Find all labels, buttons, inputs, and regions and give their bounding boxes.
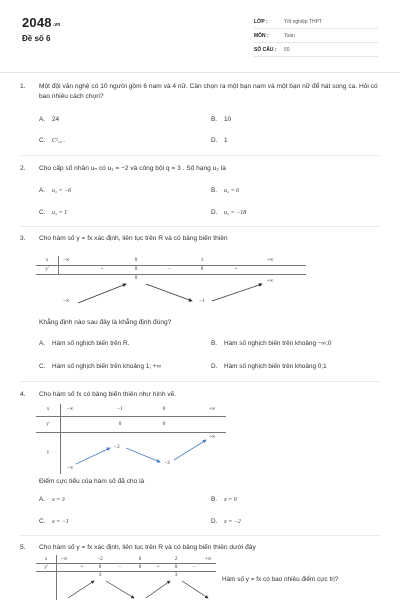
option-letter: B. [211,496,218,503]
derivative-zero: 0 [134,266,138,272]
question-number: 5. [20,544,26,551]
variation-table-q5 [36,554,216,600]
logo-text: 2048 [22,15,52,30]
exam-title: Đề số 6 [22,34,51,43]
option-c[interactable] [39,363,161,370]
meta-value: 50 [284,47,290,53]
arrow-up [212,284,262,301]
y-value: −∞ [62,298,70,304]
derivative-zero: 0 [138,564,142,570]
x-label: x [46,406,50,412]
option-text: x = 3 [52,496,65,503]
x-label: x [44,556,48,562]
question-prompt: Khẳng định nào sau đây là khẳng định đúng? [39,319,172,326]
option-text: Hàm số nghịch biến trên R. [52,340,130,347]
x-label: x [45,257,49,263]
derivative-zero: 0 [98,564,102,570]
derivative-zero: 0 [174,564,178,570]
meta-key: SỐ CÂU : [254,47,277,53]
header-divider [0,72,400,73]
x-value: 0 [134,257,138,263]
x-value: +∞ [266,257,274,263]
option-b[interactable] [211,116,231,123]
option-letter: C. [39,363,46,370]
arrow-down [182,581,208,598]
derivative-sign: + [80,564,84,570]
option-text: x = −2 [224,518,241,525]
question-number: 2. [20,165,26,172]
meta-row-class [254,16,378,29]
question-text: Cho cấp số nhân uₙ có u₁ = −2 và công bội q = 3 . Số hạng u₂ là [39,165,226,172]
derivative-sign: + [156,564,160,570]
x-value: −∞ [60,556,68,562]
y-value: 3 [174,572,178,578]
y-value: 3 [98,572,102,578]
meta-row-subject [254,30,378,43]
question-number: 4. [20,391,26,398]
meta-value: Tốt nghiệp THPT [284,19,322,25]
derivative-zero: 0 [162,421,166,427]
option-d[interactable] [211,209,246,216]
y-value: +∞ [266,278,274,284]
variation-arrows [36,554,216,600]
option-letter: C. [39,518,46,525]
derivative-zero: 0 [200,266,204,272]
arrow-up [78,284,126,303]
question-divider [20,535,380,536]
x-value: +∞ [208,406,216,412]
option-text: C²₁₀ . [52,137,65,144]
option-text: Hàm số nghịch biến trên khoảng 0;1 [224,363,327,370]
derivative-sign: + [100,266,104,272]
derivative-sign: − [167,266,171,272]
logo-suffix: .vn [52,22,61,28]
question-text: Cho hàm số fx có bảng biến thiên như hình vẽ. [39,391,177,398]
question-text: Cho hàm số y = fx xác định, liên tục trên R và có bảng biến thiên dưới đây [39,544,256,551]
derivative-sign: + [234,266,238,272]
option-letter: B. [211,187,218,194]
option-text: Hàm số nghịch biến trên khoảng 1; +∞ [52,363,162,370]
option-text: u₂ = −6 [52,187,72,194]
option-b[interactable] [211,496,237,503]
option-d[interactable] [211,518,241,525]
question-4-prompt [39,477,379,489]
option-c[interactable] [39,209,67,216]
question-2 [20,164,380,176]
question-divider [20,155,380,156]
meta-value: Toán [284,33,295,39]
x-value: 0 [138,556,142,562]
y-value: −∞ [66,465,74,471]
arrow-up [76,448,110,464]
question-prompt: Điểm cực tiểu của hàm số đã cho là [39,478,145,485]
derivative-sign: − [118,564,122,570]
y-value: 0 [134,275,138,281]
arrow-up [146,581,170,598]
option-b[interactable] [211,340,331,347]
derivative-sign: − [192,564,196,570]
option-a[interactable] [39,340,129,347]
question-1 [20,82,380,106]
option-text: u₂ = −18 [224,209,247,216]
x-value: −1 [117,406,123,412]
site-logo[interactable] [22,15,61,30]
option-letter: B. [211,116,218,123]
question-text: Cho hàm số y = fx xác định, liên tục trên R và có bảng biến thiên [39,235,228,242]
option-letter: A. [39,496,46,503]
arrow-down [146,284,192,301]
option-text: 10 [224,116,232,123]
x-value: 0 [162,406,166,412]
y-value: −3 [164,460,170,466]
y-value: +∞ [208,434,216,440]
option-text: Hàm số nghịch biến trên khoảng −∞;0 [224,340,332,347]
option-d[interactable] [211,363,327,370]
question-3 [20,234,380,246]
option-letter: A. [39,116,46,123]
meta-key: MÔN : [254,33,269,39]
option-text: 24 [52,116,60,123]
arrow-up [174,440,206,460]
option-letter: A. [39,187,46,194]
option-letter: D. [211,209,218,216]
question-number: 3. [20,235,26,242]
option-d[interactable] [211,137,228,144]
x-value: −∞ [66,406,74,412]
variation-table-q4 [36,402,226,474]
y-prime-label: y' [45,266,49,272]
option-letter: D. [211,363,218,370]
arrow-up [68,581,94,598]
option-letter: D. [211,518,218,525]
y-value: −1 [199,298,205,304]
option-c[interactable] [39,137,65,144]
question-5-prompt: Hàm số y = fx có bao nhiêu điểm cực trị? [222,576,339,583]
exam-header [0,0,400,72]
variation-arrows [36,402,226,474]
option-text: x = 0 [224,496,237,503]
arrow-down [106,581,134,598]
meta-key: LỚP : [254,19,268,25]
y-value: −2 [114,444,120,450]
meta-row-count [254,44,378,57]
option-text: u₂ = 6 [224,187,240,194]
option-letter: C. [39,209,46,216]
variation-arrows [36,254,306,310]
option-letter: D. [211,137,218,144]
x-value: −∞ [62,257,70,263]
option-a[interactable] [39,496,65,503]
derivative-zero: 0 [118,421,122,427]
question-number: 1. [20,83,26,90]
option-text: x = −1 [52,518,69,525]
option-c[interactable] [39,518,69,525]
variation-table-q3 [36,254,306,310]
question-divider [20,226,380,227]
x-value: 1 [200,257,204,263]
question-text: Một đội văn nghệ có 10 người gồm 6 nam và 4 nữ. Cần chọn ra một bạn nam và một bạn nữ để hát song ca. Hỏi có bao nhiêu cách chọn? [39,83,378,100]
option-text: u₂ = 1 [52,209,68,216]
x-value: 2 [174,556,178,562]
x-value: −2 [97,556,103,562]
x-value: +∞ [204,556,212,562]
option-text: 1 [224,137,228,144]
question-divider [20,381,380,382]
option-a[interactable] [39,187,71,194]
y-label: y [46,449,50,455]
arrow-down [126,448,160,462]
question-4 [20,390,380,402]
option-letter: A. [39,340,46,347]
question-3-prompt [39,318,379,330]
option-b[interactable] [211,187,239,194]
option-letter: C. [39,137,46,144]
option-letter: B. [211,340,218,347]
y-prime-label: y' [46,421,50,427]
option-a[interactable] [39,116,59,123]
y-prime-label: y' [44,564,48,570]
